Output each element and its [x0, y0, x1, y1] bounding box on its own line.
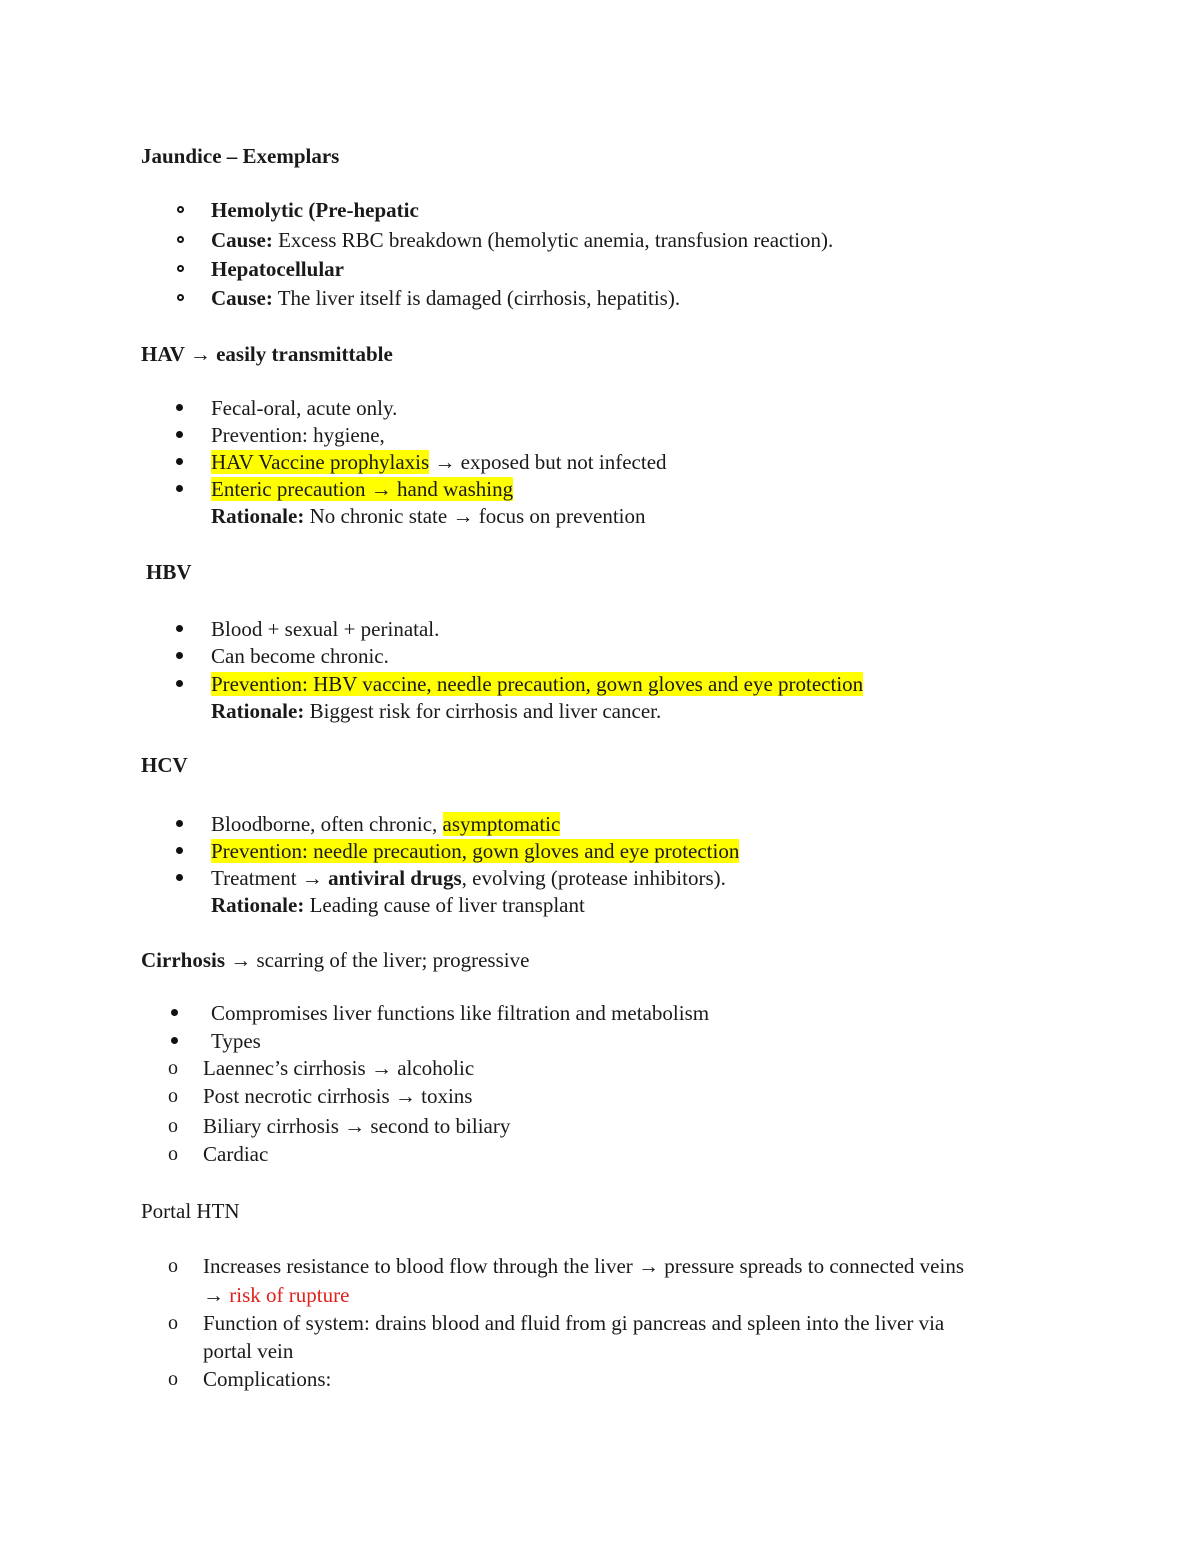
red-text: risk of rupture	[229, 1283, 350, 1307]
highlight-text: Prevention: needle precaution, gown gloves and eye protection	[211, 839, 740, 863]
rationale-label: Rationale:	[211, 504, 305, 528]
hav-item-2: Prevention: hygiene,	[211, 423, 385, 447]
hav-rationale	[211, 503, 646, 529]
circle-bullet-icon: o	[168, 1115, 178, 1137]
hbv-heading: HBV	[146, 560, 192, 584]
dot-bullet-icon	[171, 1037, 178, 1044]
item-text: The liver itself is damaged (cirrhosis, hepatitis).	[272, 286, 681, 310]
jaundice-item-4	[211, 285, 680, 311]
item-bold: antiviral drugs	[328, 866, 462, 890]
ring-bullet-icon	[177, 206, 184, 213]
item-bold: Cause:	[211, 286, 273, 310]
jaundice-item-1	[211, 197, 419, 223]
ring-bullet-icon	[177, 265, 184, 272]
hbv-item-3	[211, 671, 863, 697]
dot-bullet-icon	[176, 652, 183, 659]
dot-bullet-icon	[176, 485, 183, 492]
highlight-text: Enteric precaution → hand washing	[211, 477, 514, 501]
jaundice-item-3	[211, 256, 344, 282]
hcv-rationale	[211, 892, 585, 918]
jaundice-item-2	[211, 227, 833, 253]
arrow-icon: →	[189, 342, 211, 366]
cirrhosis-title-rest: → scarring of the liver; progressive	[225, 948, 530, 972]
hcv-item-2	[211, 838, 739, 864]
hcv-heading: HCV	[141, 753, 188, 777]
portal-item-1-line-2	[203, 1282, 349, 1308]
dot-bullet-icon	[176, 874, 183, 881]
portal-item-2-line-2: portal vein	[203, 1339, 294, 1363]
hbv-item-2: Can become chronic.	[211, 644, 389, 668]
portal-item-1-line-1: Increases resistance to blood flow through the liver → pressure spreads to connected veins	[203, 1254, 965, 1278]
circle-bullet-icon: o	[168, 1312, 178, 1334]
ring-bullet-icon	[177, 236, 184, 243]
dot-bullet-icon	[176, 847, 183, 854]
cirrhosis-sub-4: Cardiac	[203, 1142, 269, 1166]
arrow-icon: →	[203, 1283, 230, 1307]
cirrhosis-sub-3: Biliary cirrhosis → second to biliary	[203, 1114, 511, 1138]
cirrhosis-item-1: Compromises liver functions like filtration and metabolism	[211, 1001, 710, 1025]
rationale-label: Rationale:	[211, 699, 305, 723]
hav-item-3	[211, 449, 667, 475]
portal-item-3: Complications:	[203, 1367, 332, 1391]
dot-bullet-icon	[176, 625, 183, 632]
item-bold: Hepatocellular	[211, 257, 344, 281]
dot-bullet-icon	[176, 680, 183, 687]
rationale-text: Leading cause of liver transplant	[304, 893, 585, 917]
circle-bullet-icon: o	[168, 1255, 178, 1277]
hav-item-1: Fecal-oral, acute only.	[211, 396, 398, 420]
cirrhosis-title-bold: Cirrhosis	[141, 948, 225, 972]
circle-bullet-icon: o	[168, 1057, 178, 1079]
circle-bullet-icon: o	[168, 1085, 178, 1107]
item-text: Treatment →	[211, 866, 329, 890]
portal-item-2-line-1: Function of system: drains blood and fluid from gi pancreas and spleen into the liver via	[203, 1311, 945, 1335]
item-text: Bloodborne, often chronic,	[211, 812, 443, 836]
item-text: → exposed but not infected	[429, 450, 667, 474]
circle-bullet-icon: o	[168, 1368, 178, 1390]
hav-title-suffix: easily transmittable	[210, 342, 393, 366]
item-text: Excess RBC breakdown (hemolytic anemia, transfusion reaction).	[272, 228, 834, 252]
hav-item-4	[211, 476, 513, 502]
highlight-text: asymptomatic	[442, 812, 561, 836]
highlight-text: HAV Vaccine prophylaxis	[211, 450, 430, 474]
cirrhosis-item-2: Types	[211, 1029, 261, 1053]
dot-bullet-icon	[171, 1009, 178, 1016]
item-text: , evolving (protease inhibitors).	[461, 866, 726, 890]
dot-bullet-icon	[176, 404, 183, 411]
hav-heading	[141, 341, 393, 367]
jaundice-heading: Jaundice – Exemplars	[141, 144, 340, 168]
rationale-label: Rationale:	[211, 893, 305, 917]
hbv-item-1: Blood + sexual + perinatal.	[211, 617, 440, 641]
dot-bullet-icon	[176, 431, 183, 438]
highlight-text: Prevention: HBV vaccine, needle precaution, gown gloves and eye protection	[211, 672, 864, 696]
cirrhosis-heading	[141, 947, 529, 973]
dot-bullet-icon	[176, 458, 183, 465]
hcv-item-3	[211, 865, 726, 891]
hcv-item-1	[211, 811, 560, 837]
hbv-rationale	[211, 698, 661, 724]
item-bold: Hemolytic (Pre-hepatic	[211, 198, 419, 222]
circle-bullet-icon: o	[168, 1143, 178, 1165]
rationale-text: Biggest risk for cirrhosis and liver cancer.	[304, 699, 662, 723]
cirrhosis-sub-1: Laennec’s cirrhosis → alcoholic	[203, 1056, 475, 1080]
ring-bullet-icon	[177, 294, 184, 301]
item-bold: Cause:	[211, 228, 273, 252]
rationale-text: No chronic state → focus on prevention	[304, 504, 646, 528]
cirrhosis-sub-2: Post necrotic cirrhosis → toxins	[203, 1084, 473, 1108]
portal-htn-heading: Portal HTN	[141, 1199, 240, 1223]
hav-title-prefix: HAV	[141, 342, 185, 366]
dot-bullet-icon	[176, 820, 183, 827]
